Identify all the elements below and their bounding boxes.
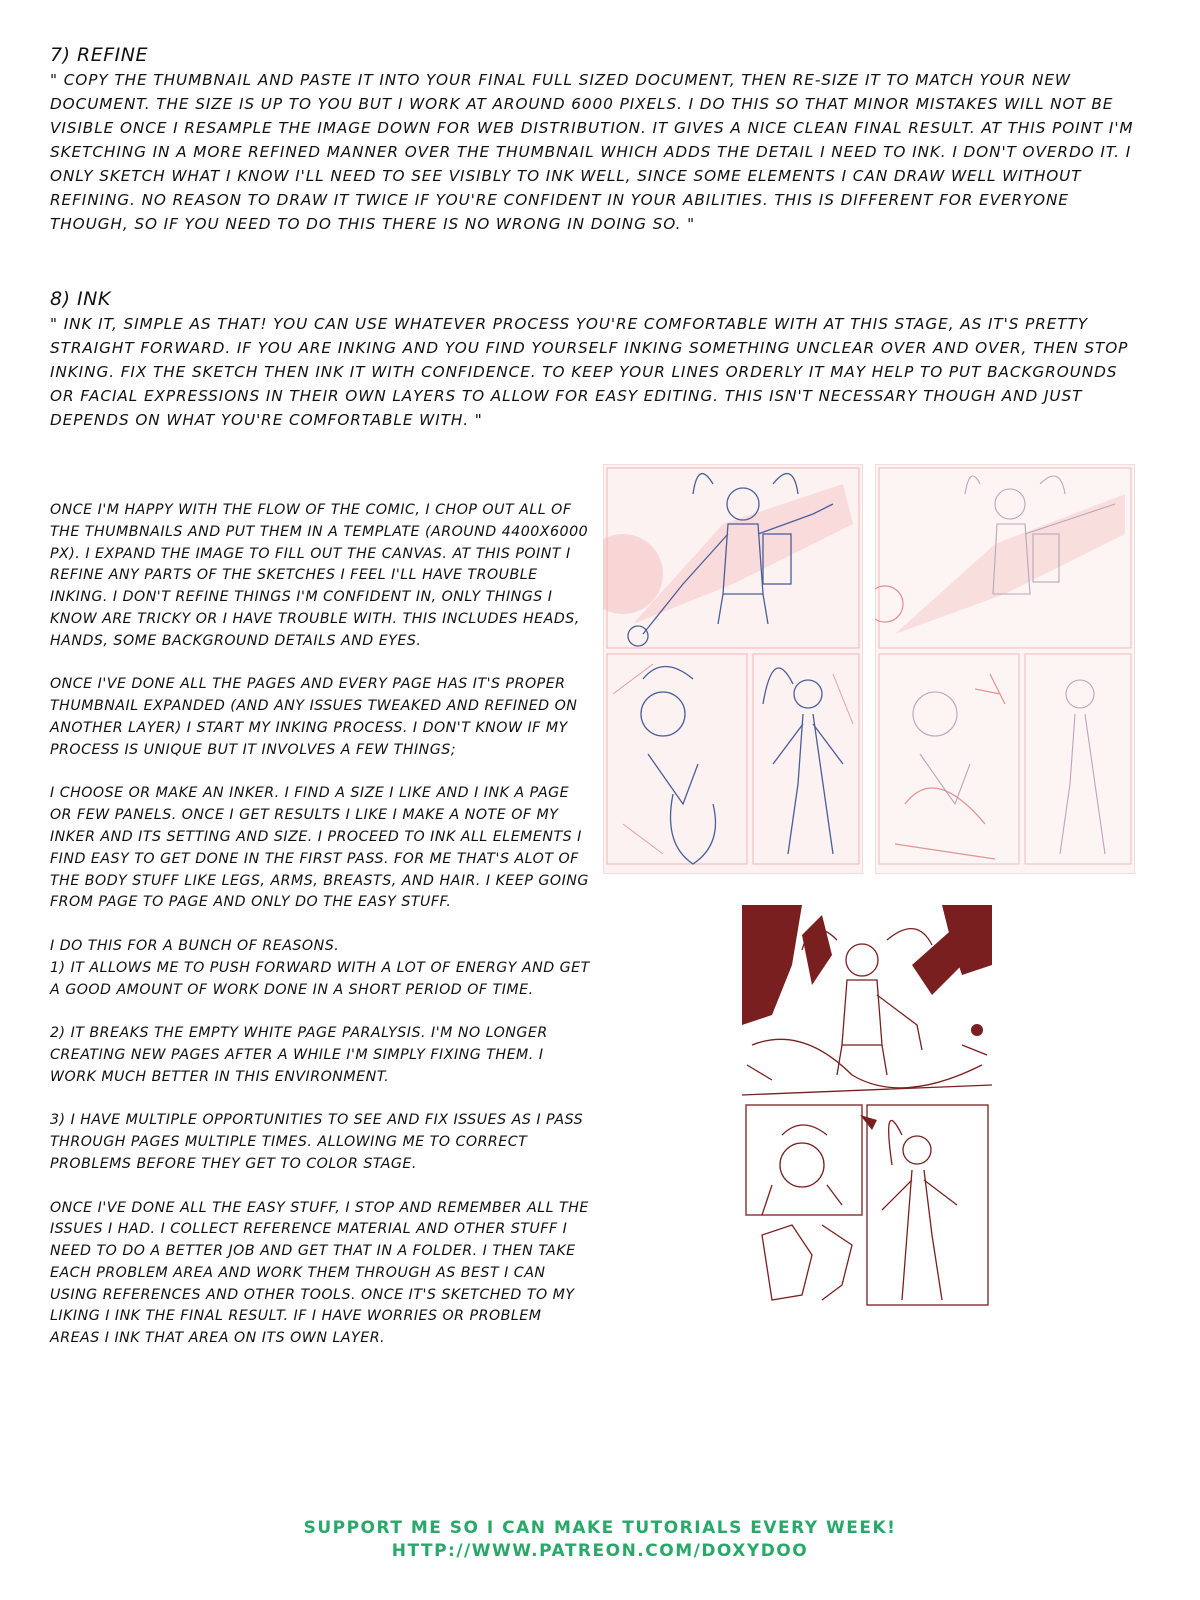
refined-sketch-illustration (875, 464, 1135, 874)
section-7-text: " COPY THE THUMBNAIL AND PASTE IT INTO YOUR FINAL FULL SIZED DOCUMENT, THEN RE-SIZE IT TO MATCH YOUR NEW DOCUMENT. THE SIZE IS UP TO YOU BUT I WORK AT AROUND 6000 PIXELS. I DO THIS SO THAT MINOR MISTAKES WILL NOT BE VISIBLE ONCE I RESAMPLE THE IMAGE DOWN FOR WEB DISTRIBUTION. IT GIVES A NICE CLEAN FINAL RESULT. AT THIS POINT I'M SKETCHING IN A MORE REFINED MANNER OVER THE THUMBNAIL WHICH ADDS THE DETAIL I NEED TO INK. I DON'T OVERDO IT. I ONLY SKETCH WHAT I KNOW I'LL NEED TO SEE VISIBLY TO INK WELL, SINCE SOME ELEMENTS I CAN DRAW WELL WITHOUT REFINING. NO REASON TO DRAW IT TWICE IF YOU'RE CONFIDENT IN YOUR ABILITIES. THIS IS DIFFERENT FOR EVERYONE THOUGH, SO IF YOU NEED TO DO THIS THERE IS NO WRONG IN DOING SO. " (50, 71, 1134, 233)
body-column (50, 500, 590, 1372)
body-paragraph-2: ONCE I'VE DONE ALL THE PAGES AND EVERY PAGE HAS IT'S PROPER THUMBNAIL EXPANDED (AND ANY ISSUES TWEAKED AND REFINED ON ANOTHER LAYER) I START MY INKING PROCESS. I DON'T KNOW IF MY PROCESS IS UNIQUE BUT IT INVOLVES A FEW THINGS; (50, 676, 578, 758)
body-paragraph-6: 3) I HAVE MULTIPLE OPPORTUNITIES TO SEE AND FIX ISSUES AS I PASS THROUGH PAGES MULTIPLE TIMES. ALLOWING ME TO CORRECT PROBLEMS BEFORE THEY GET TO COLOR STAGE. (50, 1112, 584, 1172)
section-7-heading: 7) REFINE (50, 44, 148, 66)
ink-page-illustration (742, 905, 992, 1317)
section-8-heading: 8) INK (50, 288, 111, 310)
body-paragraph-3: I CHOOSE OR MAKE AN INKER. I FIND A SIZE I LIKE AND I INK A PAGE OR FEW PANELS. ONCE I GET RESULTS I LIKE I MAKE A NOTE OF MY INKER AND ITS SETTING AND SIZE. I PROCEED TO INK ALL ELEMENTS I FIND EASY TO GET DONE IN THE FIRST PASS. FOR ME THAT'S ALOT OF THE BODY STUFF LIKE LEGS, ARMS, BREASTS, AND HAIR. I KEEP GOING FROM PAGE TO PAGE AND ONLY DO THE EASY STUFF. (50, 785, 589, 911)
body-paragraph-4: I DO THIS FOR A BUNCH OF REASONS. 1) IT ALLOWS ME TO PUSH FORWARD WITH A LOT OF ENERGY AND GET A GOOD AMOUNT OF WORK DONE IN A SHORT PERIOD OF TIME. (50, 937, 590, 998)
support-message: SUPPORT ME SO I CAN MAKE TUTORIALS EVERY WEEK! (303, 1518, 897, 1538)
rough-sketch-illustration (603, 464, 863, 874)
patreon-link[interactable]: HTTP://WWW.PATREON.COM/DOXYDOO (391, 1541, 809, 1561)
body-paragraph-7: ONCE I'VE DONE ALL THE EASY STUFF, I STOP AND REMEMBER ALL THE ISSUES I HAD. I COLLECT REFERENCE MATERIAL AND OTHER STUFF I NEED TO DO A BETTER JOB AND GET THAT IN A FOLDER. I THEN TAKE EACH PROBLEM AREA AND WORK THEM THROUGH AS BEST I CAN USING REFERENCES AND OTHER TOOLS. ONCE IT'S SKETCHED TO MY LIKING I INK THE FINAL RESULT. IF I HAVE WORRIES OR PROBLEM AREAS I INK THAT AREA ON ITS OWN LAYER. (50, 1199, 589, 1347)
body-paragraph-5: 2) IT BREAKS THE EMPTY WHITE PAGE PARALYSIS. I'M NO LONGER CREATING NEW PAGES AFTER A WHILE I'M SIMPLY FIXING THEM. I WORK MUCH BETTER IN THIS ENVIRONMENT. (50, 1025, 548, 1085)
body-paragraph-1: ONCE I'M HAPPY WITH THE FLOW OF THE COMIC, I CHOP OUT ALL OF THE THUMBNAILS AND PUT THEM IN A TEMPLATE (AROUND 4400X6000 PX). I EXPAND THE IMAGE TO FILL OUT THE CANVAS. AT THIS POINT I REFINE ANY PARTS OF THE SKETCHES I FEEL I'LL HAVE TROUBLE INKING. I DON'T REFINE THINGS I'M CONFIDENT IN, ONLY THINGS I KNOW ARE TRICKY OR I HAVE TROUBLE WITH. THIS INCLUDES HEADS, HANDS, SOME BACKGROUND DETAILS AND EYES. (50, 502, 589, 649)
section-8-text: " INK IT, SIMPLE AS THAT! YOU CAN USE WHATEVER PROCESS YOU'RE COMFORTABLE WITH AT THIS STAGE, AS IT'S PRETTY STRAIGHT FORWARD. IF YOU ARE INKING AND YOU FIND YOURSELF INKING SOMETHING UNCLEAR OVER AND OVER, THEN STOP INKING. FIX THE SKETCH THEN INK IT WITH CONFIDENCE. TO KEEP YOUR LINES ORDERLY IT MAY HELP TO PUT BACKGROUNDS OR FACIAL EXPRESSIONS IN THEIR OWN LAYERS TO ALLOW FOR EASY EDITING. THIS ISN'T NECESSARY THOUGH AND JUST DEPENDS ON WHAT YOU'RE COMFORTABLE WITH. " (50, 315, 1129, 429)
